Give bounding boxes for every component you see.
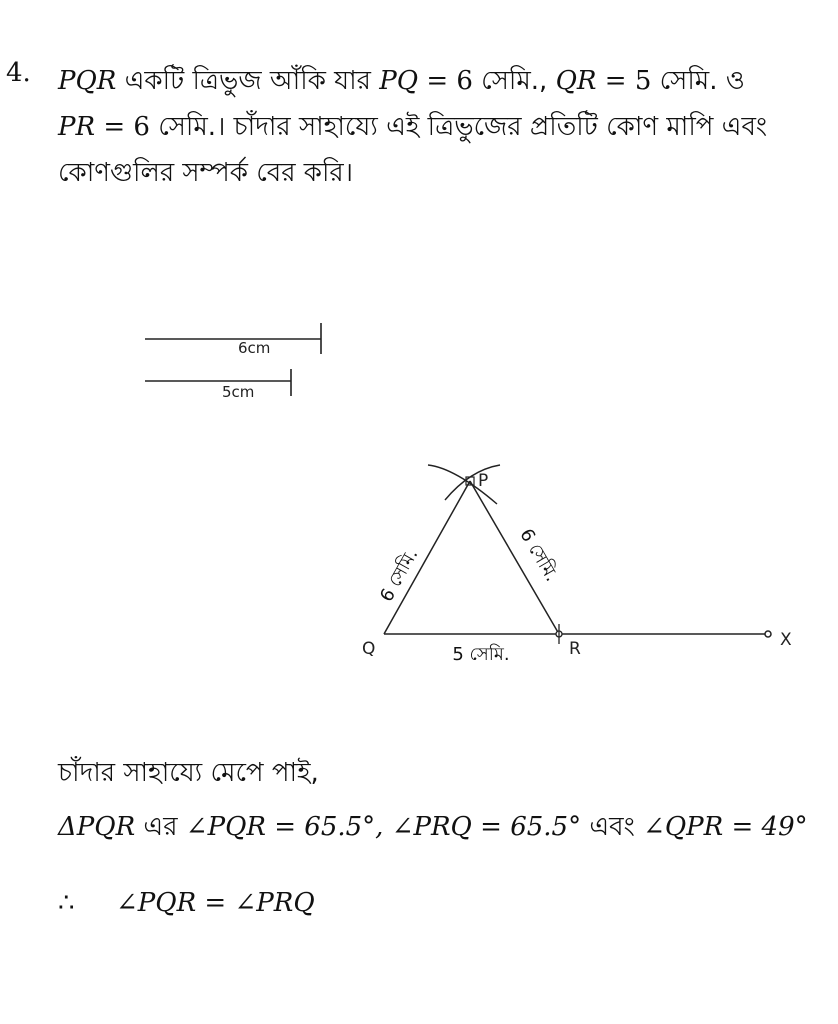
number-5: 5 bbox=[634, 66, 652, 96]
label-side-pr: 6 সেমি. bbox=[515, 525, 563, 586]
math-conclusion: ∠PQR = ∠PRQ bbox=[116, 888, 315, 918]
text-segment: এর bbox=[135, 812, 186, 842]
label-p: P bbox=[478, 471, 489, 491]
segment-5-label: 5cm bbox=[222, 383, 255, 401]
math-pr: PR = bbox=[58, 112, 134, 142]
label-side-qr: 5 সেমি. bbox=[452, 644, 510, 665]
label-side-pq: 6 সেমি. bbox=[376, 545, 423, 606]
math-pqr: PQR bbox=[58, 66, 117, 96]
math-angles: ∠PQR = 65.5°, ∠PRQ = 65.5° bbox=[185, 812, 582, 842]
segment-6-label: 6cm bbox=[238, 339, 271, 357]
answer-intro: চাঁদার সাহায্যে মেপে পাই, bbox=[58, 758, 319, 788]
arc-from-r bbox=[445, 465, 500, 500]
question-number: 4. bbox=[6, 58, 31, 88]
segment-5cm bbox=[145, 369, 291, 401]
therefore-symbol: ∴ bbox=[58, 888, 75, 918]
point-x-marker bbox=[765, 631, 771, 637]
label-q: Q bbox=[362, 639, 376, 659]
text-segment: একটি ত্রিভুজ আঁকি যার bbox=[116, 66, 380, 96]
text-segment: সেমি. ও bbox=[651, 66, 745, 96]
math-pq: PQ = bbox=[379, 66, 457, 96]
text-segment: এবং bbox=[581, 812, 644, 842]
number-6: 6 bbox=[133, 112, 150, 142]
math-angle-qpr: ∠QPR = 49° bbox=[643, 812, 808, 842]
label-r: R bbox=[569, 639, 581, 659]
answer-conclusion bbox=[58, 888, 315, 918]
text-segment: সেমি., bbox=[472, 66, 556, 96]
math-triangle: ΔPQR bbox=[58, 812, 136, 842]
math-qr: QR = bbox=[555, 66, 635, 96]
text-segment: সেমি.। চাঁদার সাহায্যে এই ত্রিভুজের প্রতিটি কোণ মাপি এবং bbox=[149, 112, 768, 142]
question-line-3: কোণগুলির সম্পর্ক বের করি। bbox=[58, 158, 354, 188]
answer-angles bbox=[58, 806, 808, 850]
label-x: X bbox=[780, 630, 792, 650]
segment-6cm bbox=[145, 323, 321, 357]
number-6: 6 bbox=[456, 66, 473, 96]
